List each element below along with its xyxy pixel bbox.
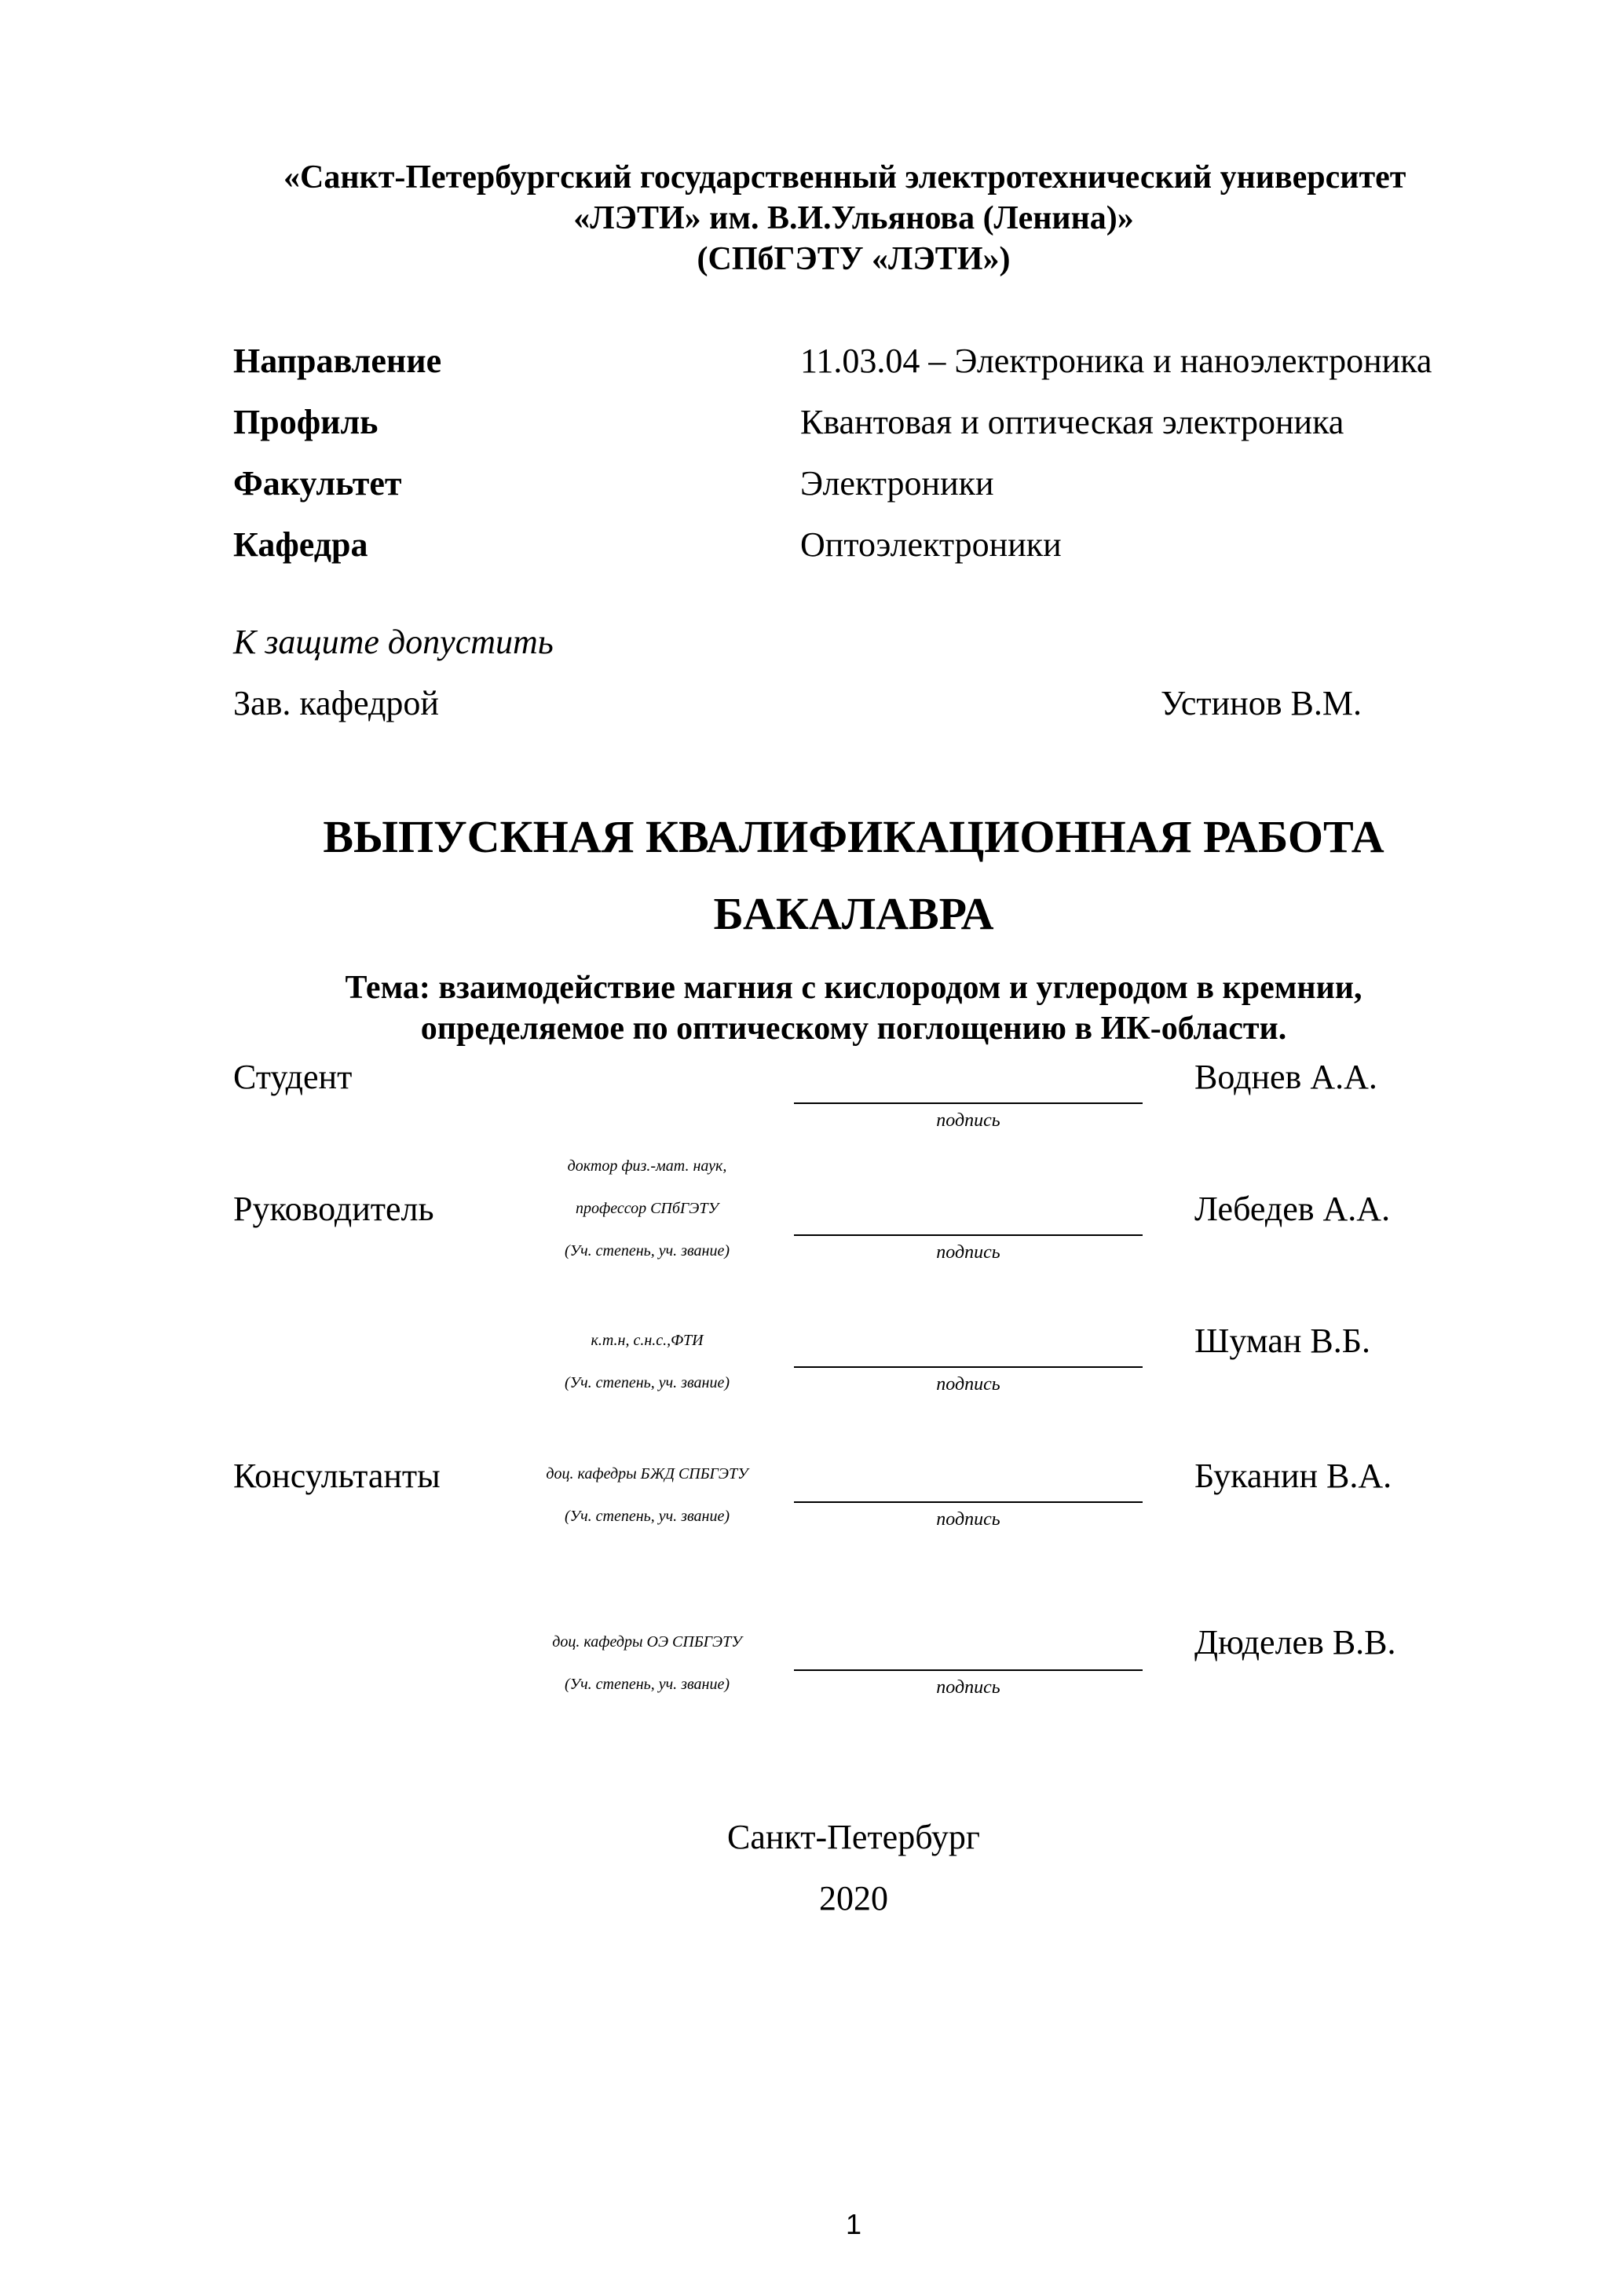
consultant1-signature-line bbox=[794, 1501, 1143, 1503]
head-of-department-name: Устинов В.М. bbox=[1161, 684, 1362, 722]
supervisor-label: Руководитель bbox=[233, 1190, 434, 1228]
supervisor-name: Лебедев А.А. bbox=[1194, 1190, 1391, 1228]
consultants-label: Консультанты bbox=[233, 1457, 441, 1495]
student-signature-line bbox=[794, 1102, 1143, 1104]
supervisor2-degree-hint: (Уч. степень, уч. звание) bbox=[565, 1374, 730, 1391]
profile-label: Профиль bbox=[233, 403, 379, 441]
consultant1-degree-hint: (Уч. степень, уч. звание) bbox=[565, 1508, 730, 1525]
consultant1-degree: доц. кафедры БЖД СПБГЭТУ bbox=[546, 1465, 748, 1483]
supervisor-degree-hint: (Уч. степень, уч. звание) bbox=[565, 1242, 730, 1260]
head-of-department-label: Зав. кафедрой bbox=[233, 684, 439, 722]
direction-value: 11.03.04 – Электроника и наноэлектроника bbox=[800, 342, 1432, 380]
footer-year: 2020 bbox=[819, 1879, 888, 1918]
university-line-3: (СПбГЭТУ «ЛЭТИ») bbox=[697, 241, 1011, 277]
department-value: Оптоэлектроники bbox=[800, 525, 1062, 564]
department-label: Кафедра bbox=[233, 525, 368, 564]
approval-text: К защите допустить bbox=[233, 623, 554, 661]
supervisor2-signature-caption: подпись bbox=[936, 1374, 1000, 1395]
consultant1-name: Буканин В.А. bbox=[1194, 1457, 1392, 1495]
consultant2-signature-line bbox=[794, 1669, 1143, 1671]
page-number: 1 bbox=[845, 2208, 862, 2240]
supervisor-signature-caption: подпись bbox=[936, 1242, 1000, 1263]
consultant2-signature-caption: подпись bbox=[936, 1677, 1000, 1698]
work-title-line-1: ВЫПУСКНАЯ КВАЛИФИКАЦИОННАЯ РАБОТА bbox=[323, 811, 1384, 862]
supervisor2-name: Шуман В.Б. bbox=[1194, 1322, 1371, 1360]
supervisor2-signature-line bbox=[794, 1366, 1143, 1368]
consultant1-signature-caption: подпись bbox=[936, 1509, 1000, 1530]
university-line-1: «Санкт-Петербургский государственный электротехнический университет bbox=[283, 159, 1406, 196]
consultant2-degree: доц. кафедры ОЭ СПБГЭТУ bbox=[552, 1633, 742, 1651]
supervisor-degree-line-1: доктор физ.-мат. наук, bbox=[567, 1157, 727, 1175]
direction-label: Направление bbox=[233, 342, 442, 380]
university-line-2: «ЛЭТИ» им. В.И.Ульянова (Ленина)» bbox=[573, 200, 1134, 236]
topic-line-2: определяемое по оптическому поглощению в ИК-области. bbox=[420, 1011, 1287, 1047]
supervisor-signature-line bbox=[794, 1234, 1143, 1236]
student-name: Воднев А.А. bbox=[1194, 1058, 1377, 1096]
work-title-line-2: БАКАЛАВРА bbox=[713, 888, 994, 939]
faculty-value: Электроники bbox=[800, 464, 994, 503]
student-label: Студент bbox=[233, 1058, 353, 1096]
supervisor-degree-line-2: профессор СПбГЭТУ bbox=[576, 1200, 719, 1217]
faculty-label: Факультет bbox=[233, 464, 402, 503]
consultant2-degree-hint: (Уч. степень, уч. звание) bbox=[565, 1676, 730, 1693]
supervisor2-degree: к.т.н, с.н.с.,ФТИ bbox=[591, 1332, 704, 1349]
consultant2-name: Дюделев В.В. bbox=[1194, 1623, 1396, 1662]
topic-line-1: Тема: взаимодействие магния с кислородом и углеродом в кремнии, bbox=[345, 970, 1362, 1006]
footer-city: Санкт-Петербург bbox=[727, 1818, 980, 1856]
profile-value: Квантовая и оптическая электроника bbox=[800, 403, 1344, 441]
student-signature-caption: подпись bbox=[936, 1110, 1000, 1131]
